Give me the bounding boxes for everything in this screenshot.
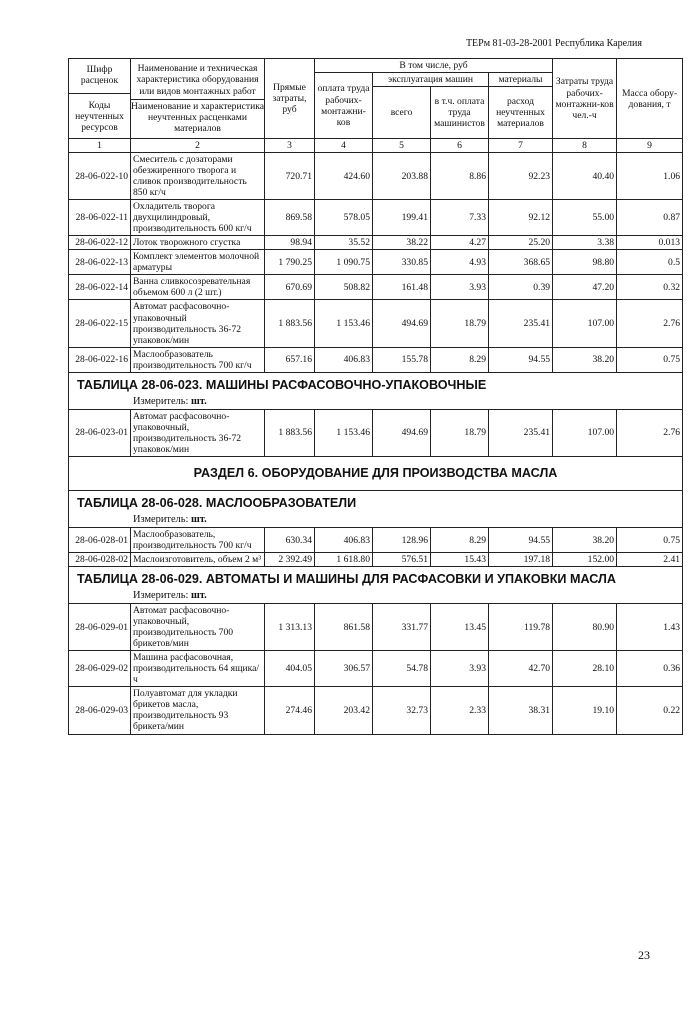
row-value: 869.58 bbox=[265, 200, 315, 236]
row-value: 670.69 bbox=[265, 275, 315, 300]
document-header: ТЕРм 81-03-28-2001 Республика Карелия bbox=[465, 38, 642, 49]
row-value: 28.10 bbox=[553, 651, 617, 687]
col-index: 6 bbox=[431, 139, 489, 153]
row-value: 1.06 bbox=[617, 153, 683, 200]
row-value: 47.20 bbox=[553, 275, 617, 300]
row-value: 54.78 bbox=[373, 651, 431, 687]
col-index: 2 bbox=[131, 139, 265, 153]
row-value: 1 313.13 bbox=[265, 604, 315, 651]
section-title-row bbox=[69, 456, 683, 490]
row-value: 19.10 bbox=[553, 687, 617, 734]
row-value: 18.79 bbox=[431, 300, 489, 347]
col-index: 1 bbox=[69, 139, 131, 153]
table-row bbox=[69, 236, 683, 250]
measure-row bbox=[69, 396, 683, 409]
row-value: 0.87 bbox=[617, 200, 683, 236]
measure-text bbox=[69, 514, 683, 527]
table-title: ТАБЛИЦА 28-06-028. МАСЛООБРАЗОВАТЕЛИ bbox=[69, 490, 683, 514]
row-value: 152.00 bbox=[553, 553, 617, 567]
code-header: Шифр расценок Коды неучтенных ресурсов bbox=[69, 59, 131, 139]
row-value: 235.41 bbox=[489, 409, 553, 456]
row-code: 28-06-022-10 bbox=[69, 153, 131, 200]
row-name: Автомат расфасовочно-упаковочный производительность 36-72 упаковок/мин bbox=[131, 300, 265, 347]
row-value: 1 883.56 bbox=[265, 300, 315, 347]
row-value: 107.00 bbox=[553, 409, 617, 456]
row-value: 13.45 bbox=[431, 604, 489, 651]
measure-label: Измеритель: bbox=[133, 514, 189, 526]
row-value: 494.69 bbox=[373, 409, 431, 456]
col-index: 8 bbox=[553, 139, 617, 153]
row-name: Охладитель творога двухцилиндровый, производительность 600 кг/ч bbox=[131, 200, 265, 236]
row-value: 161.48 bbox=[373, 275, 431, 300]
row-code: 28-06-023-01 bbox=[69, 409, 131, 456]
row-value: 38.31 bbox=[489, 687, 553, 734]
price-table bbox=[68, 58, 683, 735]
measure-label: Измеритель: bbox=[133, 590, 189, 602]
measure-row bbox=[69, 590, 683, 603]
header-row-1 bbox=[69, 59, 683, 73]
row-value: 92.12 bbox=[489, 200, 553, 236]
row-value: 4.27 bbox=[431, 236, 489, 250]
table-row bbox=[69, 409, 683, 456]
table-title: ТАБЛИЦА 28-06-023. МАШИНЫ РАСФАСОВОЧНО-УПАКОВОЧНЫЕ bbox=[69, 372, 683, 396]
row-value: 197.18 bbox=[489, 553, 553, 567]
row-value: 0.013 bbox=[617, 236, 683, 250]
measure-label: Измеритель: bbox=[133, 395, 189, 407]
table-row bbox=[69, 200, 683, 236]
row-name: Смеситель с дозаторами обезжиренного творога и сливок производительность 850 кг/ч bbox=[131, 153, 265, 200]
table-title-row bbox=[69, 372, 683, 396]
row-value: 0.22 bbox=[617, 687, 683, 734]
row-value: 404.05 bbox=[265, 651, 315, 687]
measure-unit: шт. bbox=[190, 514, 207, 526]
page-number: 23 bbox=[638, 948, 650, 962]
labor-header: оплата труда рабочих-монтажни-ков bbox=[315, 73, 373, 139]
row-value: 406.83 bbox=[315, 528, 373, 553]
row-value: 1 090.75 bbox=[315, 250, 373, 275]
row-value: 8.29 bbox=[431, 347, 489, 372]
col-index: 5 bbox=[373, 139, 431, 153]
mass-header: Масса обору-дования, т bbox=[617, 59, 683, 139]
col-index: 9 bbox=[617, 139, 683, 153]
measure-text bbox=[69, 396, 683, 409]
row-name: Маслообразователь производительность 700 кг/ч bbox=[131, 347, 265, 372]
row-value: 306.57 bbox=[315, 651, 373, 687]
row-value: 203.88 bbox=[373, 153, 431, 200]
row-value: 203.42 bbox=[315, 687, 373, 734]
row-name: Маслоизготовитель, объем 2 м³ bbox=[131, 553, 265, 567]
row-value: 274.46 bbox=[265, 687, 315, 734]
machines-header: эксплуатация машин bbox=[373, 73, 489, 87]
row-name: Лоток творожного сгустка bbox=[131, 236, 265, 250]
measure-text bbox=[69, 590, 683, 603]
row-value: 657.16 bbox=[265, 347, 315, 372]
group-header: В том числе, руб bbox=[315, 59, 553, 73]
row-value: 55.00 bbox=[553, 200, 617, 236]
row-code: 28-06-022-16 bbox=[69, 347, 131, 372]
measure-row bbox=[69, 514, 683, 527]
name-header: Наименование и техническая характеристика оборудования или видов монтажных работ Наименование и характеристика неучтенных расценками материалов bbox=[131, 59, 265, 139]
row-value: 94.55 bbox=[489, 347, 553, 372]
row-code: 28-06-022-11 bbox=[69, 200, 131, 236]
table-row bbox=[69, 275, 683, 300]
row-value: 98.80 bbox=[553, 250, 617, 275]
row-value: 38.22 bbox=[373, 236, 431, 250]
hours-header: Затраты труда рабочих-монтажни-ков чел.-ч bbox=[553, 59, 617, 139]
table-row bbox=[69, 651, 683, 687]
row-code: 28-06-022-15 bbox=[69, 300, 131, 347]
total-header: всего bbox=[373, 87, 431, 139]
row-value: 15.43 bbox=[431, 553, 489, 567]
row-value: 94.55 bbox=[489, 528, 553, 553]
table-row bbox=[69, 604, 683, 651]
incl-header: в т.ч. оплата труда машинистов bbox=[431, 87, 489, 139]
row-value: 331.77 bbox=[373, 604, 431, 651]
row-value: 1 153.46 bbox=[315, 300, 373, 347]
row-value: 38.20 bbox=[553, 528, 617, 553]
row-value: 98.94 bbox=[265, 236, 315, 250]
table-row bbox=[69, 153, 683, 200]
row-name: Автомат расфасовочно-упаковочный, производительность 700 брикетов/мин bbox=[131, 604, 265, 651]
row-value: 40.40 bbox=[553, 153, 617, 200]
row-value: 368.65 bbox=[489, 250, 553, 275]
row-value: 199.41 bbox=[373, 200, 431, 236]
row-name: Маслообразователь, производительность 700 кг/ч bbox=[131, 528, 265, 553]
row-value: 155.78 bbox=[373, 347, 431, 372]
row-value: 38.20 bbox=[553, 347, 617, 372]
row-value: 18.79 bbox=[431, 409, 489, 456]
row-value: 406.83 bbox=[315, 347, 373, 372]
row-value: 235.41 bbox=[489, 300, 553, 347]
row-code: 28-06-022-13 bbox=[69, 250, 131, 275]
row-value: 330.85 bbox=[373, 250, 431, 275]
row-value: 119.78 bbox=[489, 604, 553, 651]
row-code: 28-06-022-14 bbox=[69, 275, 131, 300]
row-value: 2.41 bbox=[617, 553, 683, 567]
row-name: Полуавтомат для укладки брикетов масла, производительность 93 брикета/мин bbox=[131, 687, 265, 734]
row-value: 1 790.25 bbox=[265, 250, 315, 275]
table-row bbox=[69, 250, 683, 275]
row-value: 0.36 bbox=[617, 651, 683, 687]
row-value: 0.75 bbox=[617, 528, 683, 553]
measure-unit: шт. bbox=[190, 590, 207, 602]
table-row bbox=[69, 300, 683, 347]
col-index: 3 bbox=[265, 139, 315, 153]
row-value: 1 883.56 bbox=[265, 409, 315, 456]
row-name: Машина расфасовочная, производительность 64 ящика/ч bbox=[131, 651, 265, 687]
row-value: 4.93 bbox=[431, 250, 489, 275]
row-value: 7.33 bbox=[431, 200, 489, 236]
row-value: 80.90 bbox=[553, 604, 617, 651]
row-value: 424.60 bbox=[315, 153, 373, 200]
materials-group-header: материалы bbox=[489, 73, 553, 87]
row-value: 494.69 bbox=[373, 300, 431, 347]
materials-header: расход неучтенных материалов bbox=[489, 87, 553, 139]
row-code: 28-06-028-01 bbox=[69, 528, 131, 553]
row-name: Ванна сливкосозревательная объемом 600 л (2 шт.) bbox=[131, 275, 265, 300]
row-code: 28-06-029-03 bbox=[69, 687, 131, 734]
row-value: 0.39 bbox=[489, 275, 553, 300]
row-value: 2 392.49 bbox=[265, 553, 315, 567]
row-value: 2.33 bbox=[431, 687, 489, 734]
row-value: 630.34 bbox=[265, 528, 315, 553]
row-value: 128.96 bbox=[373, 528, 431, 553]
row-name: Автомат расфасовочно-упаковочный, производительность 36-72 упаковок/мин bbox=[131, 409, 265, 456]
row-value: 32.73 bbox=[373, 687, 431, 734]
row-value: 3.38 bbox=[553, 236, 617, 250]
column-index-row bbox=[69, 139, 683, 153]
row-value: 42.70 bbox=[489, 651, 553, 687]
row-value: 576.51 bbox=[373, 553, 431, 567]
measure-unit: шт. bbox=[190, 395, 207, 407]
direct-header: Прямые затраты, руб bbox=[265, 59, 315, 139]
row-value: 3.93 bbox=[431, 275, 489, 300]
table-row bbox=[69, 687, 683, 734]
table-row bbox=[69, 347, 683, 372]
row-value: 861.58 bbox=[315, 604, 373, 651]
row-value: 0.32 bbox=[617, 275, 683, 300]
table-title: ТАБЛИЦА 28-06-029. АВТОМАТЫ И МАШИНЫ ДЛЯ РАСФАСОВКИ И УПАКОВКИ МАСЛА bbox=[69, 567, 683, 591]
row-value: 8.29 bbox=[431, 528, 489, 553]
table-row bbox=[69, 528, 683, 553]
table-title-row bbox=[69, 490, 683, 514]
row-value: 35.52 bbox=[315, 236, 373, 250]
row-value: 92.23 bbox=[489, 153, 553, 200]
row-value: 1.43 bbox=[617, 604, 683, 651]
col-index: 4 bbox=[315, 139, 373, 153]
row-value: 578.05 bbox=[315, 200, 373, 236]
row-code: 28-06-029-01 bbox=[69, 604, 131, 651]
row-code: 28-06-029-02 bbox=[69, 651, 131, 687]
row-value: 0.75 bbox=[617, 347, 683, 372]
table-title-row bbox=[69, 567, 683, 591]
row-value: 25.20 bbox=[489, 236, 553, 250]
row-value: 2.76 bbox=[617, 300, 683, 347]
section-title: РАЗДЕЛ 6. ОБОРУДОВАНИЕ ДЛЯ ПРОИЗВОДСТВА МАСЛА bbox=[69, 456, 683, 490]
row-code: 28-06-028-02 bbox=[69, 553, 131, 567]
table-row bbox=[69, 553, 683, 567]
row-value: 1 153.46 bbox=[315, 409, 373, 456]
row-name: Комплект элементов молочной арматуры bbox=[131, 250, 265, 275]
row-value: 720.71 bbox=[265, 153, 315, 200]
row-code: 28-06-022-12 bbox=[69, 236, 131, 250]
row-value: 107.00 bbox=[553, 300, 617, 347]
row-value: 8.86 bbox=[431, 153, 489, 200]
row-value: 0.5 bbox=[617, 250, 683, 275]
row-value: 508.82 bbox=[315, 275, 373, 300]
row-value: 1 618.80 bbox=[315, 553, 373, 567]
row-value: 3.93 bbox=[431, 651, 489, 687]
row-value: 2.76 bbox=[617, 409, 683, 456]
col-index: 7 bbox=[489, 139, 553, 153]
